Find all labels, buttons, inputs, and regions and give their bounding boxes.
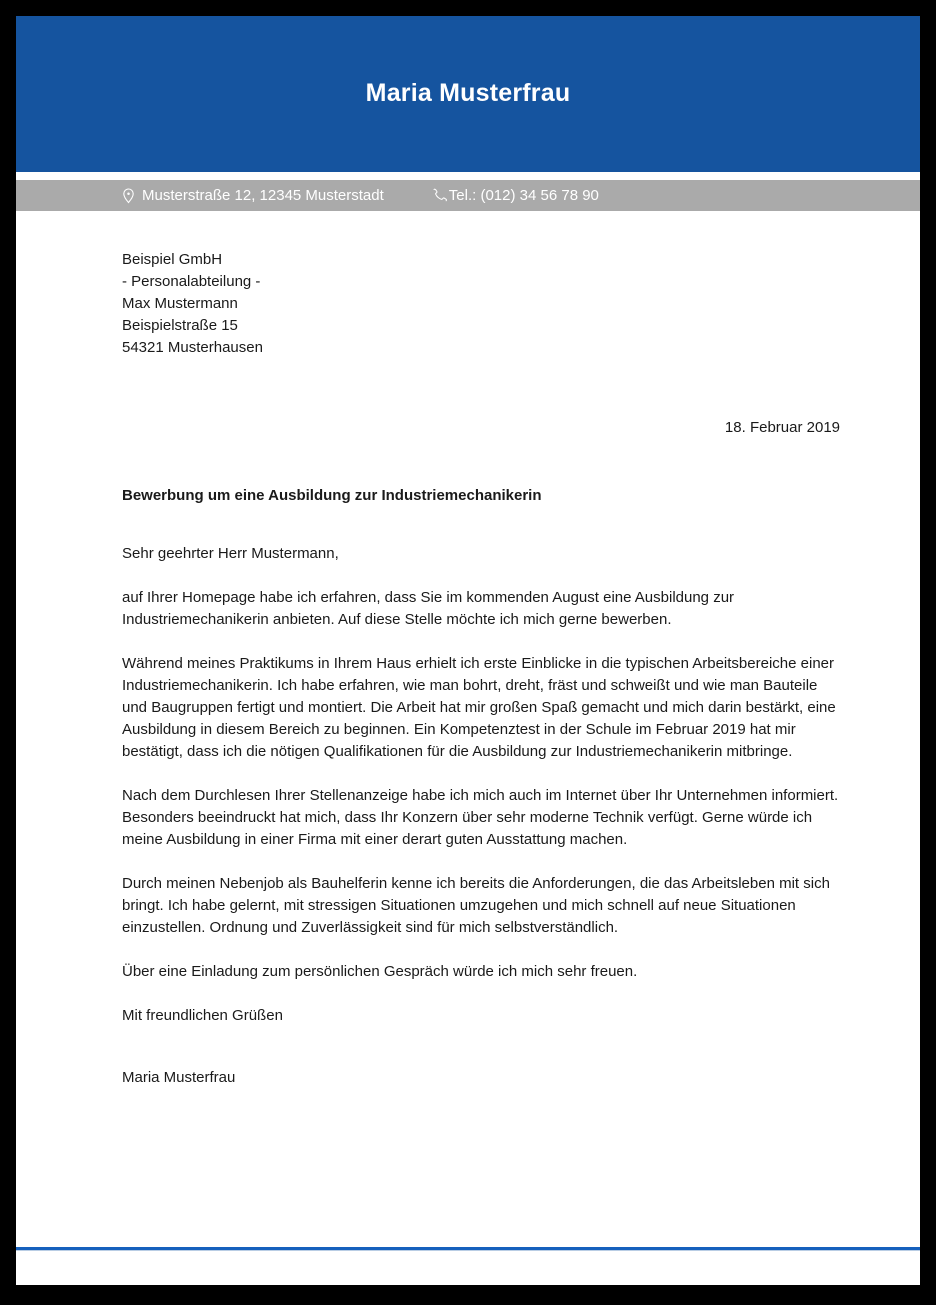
letter-closing: Mit freundlichen Grüßen xyxy=(122,1007,283,1024)
recipient-line: Beispielstraße 15 xyxy=(122,317,238,334)
location-pin-icon xyxy=(122,188,135,204)
contact-address-text: Musterstraße 12, 12345 Musterstadt xyxy=(142,187,384,204)
contact-phone xyxy=(432,187,599,204)
sender-name: Maria Musterfrau xyxy=(365,79,571,108)
contact-phone-text: Tel.: (012) 34 56 78 90 xyxy=(448,187,599,204)
letter-paragraph: auf Ihrer Homepage habe ich erfahren, dass Sie im kommenden August eine Ausbildung zur Industriemechanikerin anbieten. Auf diese Stelle möchte ich mich gerne bewerben. xyxy=(122,589,735,628)
letterhead-divider xyxy=(16,172,920,180)
letterhead-banner xyxy=(16,16,920,172)
contact-address xyxy=(122,187,384,204)
signature-name: Maria Musterfrau xyxy=(122,1069,236,1086)
recipient-line: Max Mustermann xyxy=(122,295,238,312)
letter-page xyxy=(16,16,920,1285)
letter-salutation: Sehr geehrter Herr Mustermann, xyxy=(122,545,339,562)
recipient-address-block xyxy=(122,249,840,359)
letter-body xyxy=(16,249,920,1089)
letter-paragraph: Während meines Praktikums in Ihrem Haus erhielt ich erste Einblicke in die typischen Arbeitsbereiche einer Industriemechanikerin. Ich habe erfahren, wie man bohrt, dreht, fräst und schweißt und wie man Bauteile und Baugruppen fertigt und montiert. Die Arbeit hat mir großen Spaß gemacht und mich darin bestärkt, eine Ausbildung in diesem Bereich zu beginnen. Ein Kompetenztest in der Schule im Februar 2019 hat mir bestätigt, dass ich die nötigen Qualifikationen für die Ausbildung zur Industriemechanikerin mitbringe. xyxy=(122,655,836,760)
letter-paragraph: Durch meinen Nebenjob als Bauhelferin kenne ich bereits die Anforderungen, die das Arbeitsleben mit sich bringt. Ich habe gelernt, mit stressigen Situationen umzugehen und mich schnell auf neue Situationen einzustellen. Ordnung und Zuverlässigkeit sind für mich selbstverständlich. xyxy=(122,875,830,936)
recipient-line: Beispiel GmbH xyxy=(122,251,223,268)
phone-icon xyxy=(432,188,447,203)
letter-paragraph: Nach dem Durchlesen Ihrer Stellenanzeige habe ich mich auch im Internet über Ihr Unternehmen informiert. Besonders beeindruckt hat mich, dass Ihr Konzern über sehr moderne Technik verfügt. Gerne würde ich meine Ausbildung in einer Firma mit einer derart guten Ausstattung machen. xyxy=(122,787,839,848)
letter-paragraph: Über eine Einladung zum persönlichen Gespräch würde ich mich sehr freuen. xyxy=(122,963,638,980)
letter-date: 18. Februar 2019 xyxy=(724,419,840,436)
letter-subject: Bewerbung um eine Ausbildung zur Industriemechanikerin xyxy=(122,487,542,504)
recipient-line: - Personalabteilung - xyxy=(122,273,261,290)
footer-rule-accent xyxy=(16,1250,920,1251)
contact-bar xyxy=(16,180,920,211)
recipient-line: 54321 Musterhausen xyxy=(122,339,263,356)
